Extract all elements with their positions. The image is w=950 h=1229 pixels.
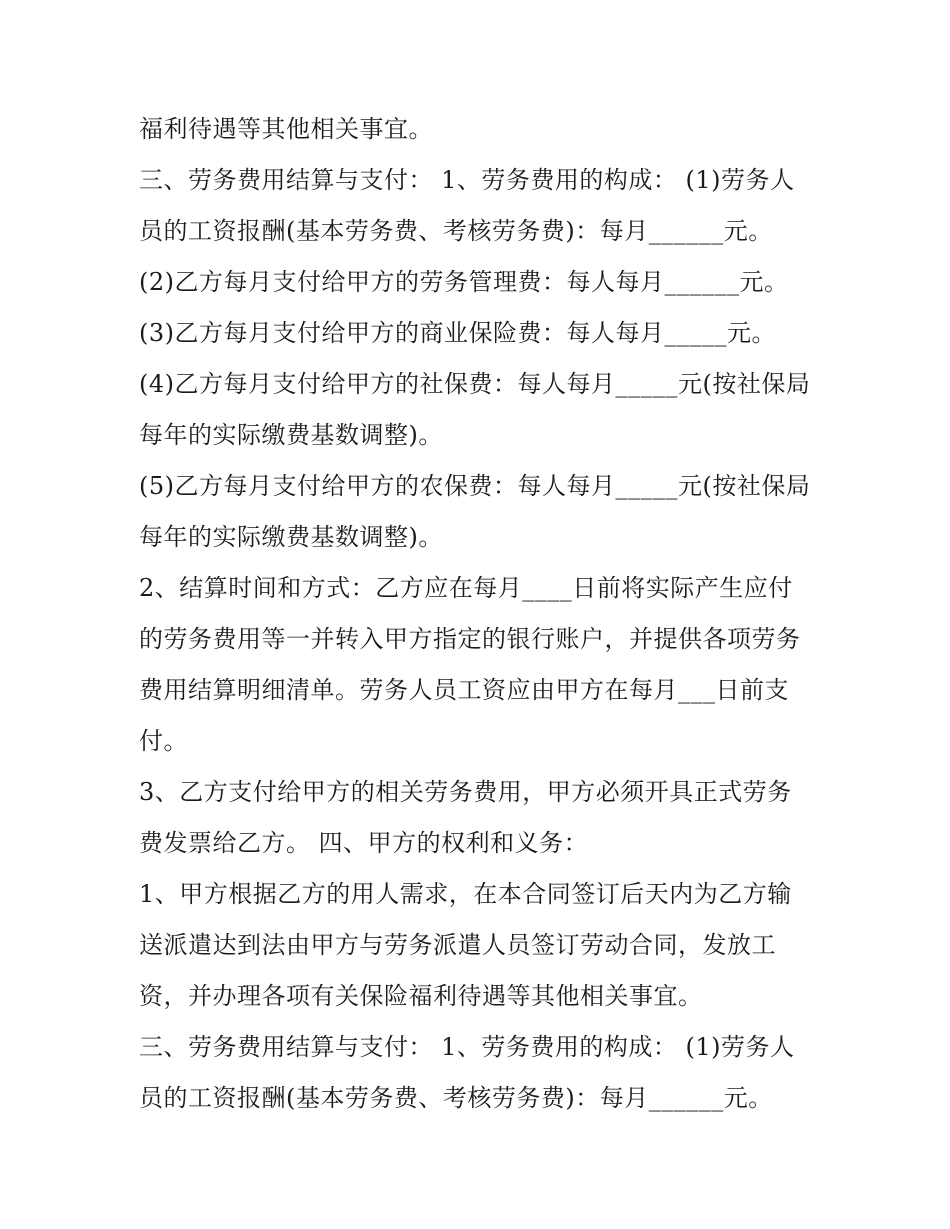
text-line: 员的工资报酬(基本劳务费、考核劳务费)：每月______元。 [139,1084,773,1112]
text-line: 福利待遇等其他相关事宜。 [139,115,433,143]
text-line: (4)乙方每月支付给甲方的社保费：每人每月_____元(按社保局 [139,370,811,398]
text-line: 每年的实际缴费基数调整)。 [139,421,443,449]
text-line: 付。 [139,727,188,755]
text-line: (2)乙方每月支付给甲方的劳务管理费：每人每月______元。 [139,268,789,296]
text-line: 三、劳务费用结算与支付： 1、劳务费用的构成： (1)劳务人 [139,1033,795,1061]
text-line: 三、劳务费用结算与支付： 1、劳务费用的构成： (1)劳务人 [139,166,795,194]
text-line: 的劳务费用等一并转入甲方指定的银行账户，并提供各项劳务 [139,625,801,653]
text-line: 员的工资报酬(基本劳务费、考核劳务费)：每月______元。 [139,217,773,245]
text-line: 资，并办理各项有关保险福利待遇等其他相关事宜。 [139,982,703,1010]
text-line: (3)乙方每月支付给甲方的商业保险费：每人每月_____元。 [139,319,776,347]
text-line: 费发票给乙方。 四、甲方的权利和义务： [139,829,589,857]
text-line: 3、乙方支付给甲方的相关劳务费用，甲方必须开具正式劳务 [139,778,792,806]
text-line: 每年的实际缴费基数调整)。 [139,523,443,551]
text-line: (5)乙方每月支付给甲方的农保费：每人每月_____元(按社保局 [139,472,811,500]
text-line: 1、甲方根据乙方的用人需求，在本合同签订后天内为乙方输 [139,880,792,908]
text-line: 费用结算明细清单。劳务人员工资应由甲方在每月___日前支 [139,676,789,704]
text-line: 送派遣达到法由甲方与劳务派遣人员签订劳动合同，发放工 [139,931,776,959]
document-body [139,104,829,1124]
text-line: 2、结算时间和方式：乙方应在每月____日前将实际产生应付 [139,574,793,602]
